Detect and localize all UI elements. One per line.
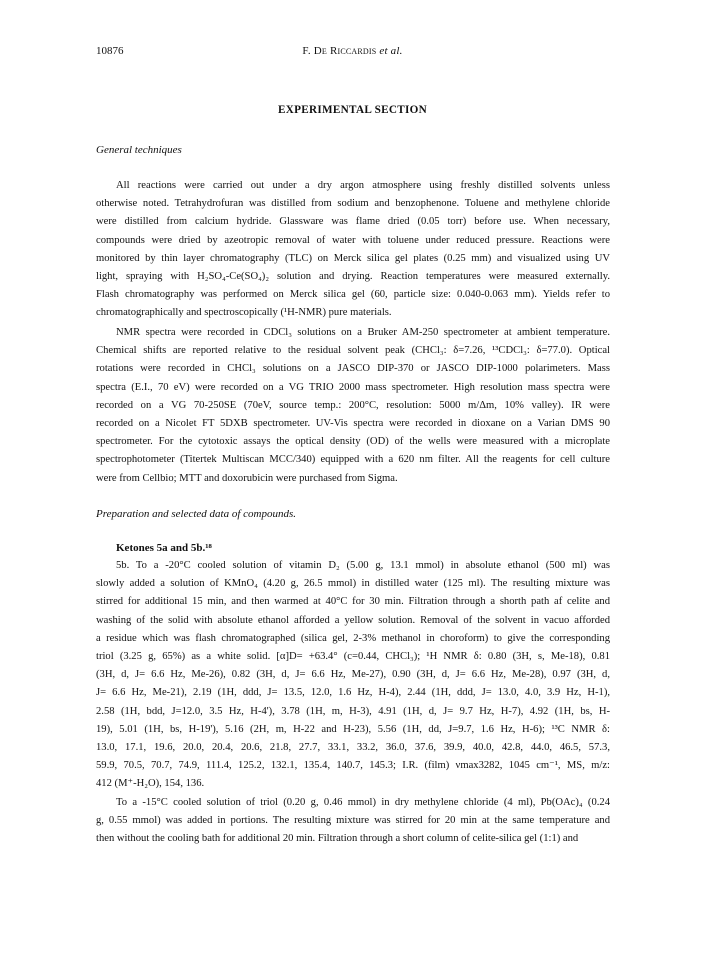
- paragraph-general-techniques: [96, 177, 610, 323]
- paragraph-instrumentation: [96, 324, 610, 488]
- text-line: triol (3.25 g, 65%) as a white solid. [α]D= +63.4° (c=0.44, CHCl₃); ¹H NMR δ: 0.80 (3H, s, Me-18), 0.81: [96, 651, 610, 663]
- text-line: spectra (E.I., 70 eV) were recorded on a VG TRIO 2000 mass spectrometer. High resolution mass spectra were: [96, 381, 610, 393]
- text-line: spectrophotometer (Titertek Multiscan MCC/340) equipped with a 620 nm filter. All the reagents for cell culture: [96, 454, 610, 466]
- text-line: washing of the solid with absolute ethanol afforded a yellow solution. Removal of the solvent in vacuo afforded: [96, 614, 610, 626]
- text-line: a residue which was flash chromatographed (silica gel, 2-3% methanol in choroform) to give the corresponding: [96, 632, 610, 644]
- text-line: J= 6.6 Hz, Me-21), 2.19 (1H, ddd, J= 13.5, 12.0, 1.6 Hz, H-4), 2.44 (1H, ddd, J= 13.0, 4.0, 3.9 Hz, H-1),: [96, 687, 610, 699]
- text-line: g, 0.55 mmol) was added in portions. The resulting mixture was stirred for 20 min at the same temperature and: [96, 815, 610, 827]
- text-line: were distilled from calcium hydride. Glassware was flame dried (0.05 torr) before use. When necessary,: [96, 216, 610, 228]
- text-line: recorded on a VG 70-250SE (70eV, source temp.: 200°C, resolution: 5000 m/Δm, 10% valley). IR were: [96, 399, 610, 411]
- text-line: rotations were recorded in CHCl₃ solutions on a JASCO DIP-370 or JASCO DIP-1000 polarimeters. Mass: [96, 363, 610, 375]
- subhead-general: General techniques: [96, 144, 182, 156]
- running-author: F. De Riccardis: [302, 45, 377, 57]
- text-line: were from Cellbio; MTT and doxorubicin were purchased from Sigma.: [96, 472, 398, 484]
- text-line: Chemical shifts are reported relative to the residual solvent peak (CHCl₃: δ=7.26, ¹³CDCl₃: δ=77.0). Optical: [96, 345, 610, 357]
- text-line: 13.0, 17.1, 19.6, 20.0, 20.4, 20.6, 21.8, 27.7, 33.1, 33.2, 36.0, 37.6, 39.9, 40.0, 42.8, 44.0, 46.5, 57.3,: [96, 742, 610, 754]
- text-line: compounds were dried by azeotropic removal of water with toluene under reduced pressure. Reactions were: [96, 234, 610, 246]
- text-line: (3H, d, J= 6.6 Hz, Me-26), 0.82 (3H, d, J= 6.6 Hz, Me-27), 0.90 (3H, d, J= 6.6 Hz, Me-28), 0.97 (3H, d,: [96, 669, 610, 681]
- text-line: NMR spectra were recorded in CDCl₃ solutions on a Bruker AM-250 spectrometer at ambient temperature.: [116, 327, 610, 338]
- text-line: slowly added a solution of KMnO₄ (4.20 g, 26.5 mmol) in distilled water (125 ml). The resulting mixture was: [96, 578, 610, 590]
- subhead-preparation: Preparation and selected data of compounds.: [96, 508, 297, 520]
- page-number: 10876: [96, 45, 124, 57]
- text-line: 2.58 (1H, bdd, J=12.0, 3.5 Hz, H-4'), 3.78 (1H, m, H-3), 4.91 (1H, d, J= 9.7 Hz, H-7), 4.92 (1H, bs, H-: [96, 705, 610, 717]
- text-line: Flash chromatography was performed on Merck silica gel (60, particle size: 0.040-0.063 mm). Yields refer to: [96, 289, 610, 301]
- text-line: then without the cooling bath for additional 20 min. Filtration through a short column of celite-silica gel (1:1) and: [96, 833, 579, 845]
- paragraph-ketone-5b: [96, 557, 610, 794]
- text-line: 5b. To a -20°C cooled solution of vitamin D₂ (5.00 g, 13.1 mmol) in absolute ethanol (500 ml) was: [116, 560, 610, 571]
- text-line: All reactions were carried out under a dry argon atmosphere using freshly distilled solvents unless: [116, 180, 610, 191]
- text-line: monitored by thin layer chromatography (TLC) on Merck silica gel plates (0.25 mm) and visualized using UV: [96, 252, 610, 264]
- text-line: stirred for additional 15 min, and then warmed at 40°C for 30 min. Filtration through a shorth path af celite and: [96, 596, 610, 608]
- page-header: [96, 45, 609, 61]
- text-line: 59.9, 70.5, 70.7, 74.9, 111.4, 125.2, 132.1, 135.4, 140.7, 145.3; I.R. (film) νmax3282, 1045 cm⁻¹, MS, m/z:: [96, 760, 610, 772]
- ketones-heading: Ketones 5a and 5b.¹⁸: [116, 542, 212, 554]
- section-title: EXPERIMENTAL SECTION: [277, 104, 428, 116]
- running-head: [96, 45, 609, 57]
- text-line: otherwise noted. Tetrahydrofuran was distilled from sodium and benzophenone. Toluene and methylene chloride: [96, 198, 610, 210]
- text-line: light, spraying with H₂SO₄-Ce(SO₄)₂ solution and drying. Reaction temperatures were measured externally.: [96, 271, 610, 283]
- running-etal: et al.: [379, 45, 403, 57]
- text-line: chromatographically and spectroscopically (¹H-NMR) pure materials.: [96, 307, 392, 319]
- text-line: To a -15°C cooled solution of triol (0.20 g, 0.46 mmol) in dry methylene chloride (4 ml), Pb(OAc)₄ (0.24: [116, 797, 610, 808]
- text-line: 19), 5.01 (1H, bs, H-19'), 5.16 (2H, m, H-22 and H-23), 5.56 (1H, dd, J=9.7, 1.6 Hz, H-6); ¹³C NMR δ:: [96, 723, 610, 735]
- text-line: spectrometer. For the cytotoxic assays the optical density (OD) of the wells were measured with a microplate: [96, 436, 610, 448]
- text-line: recorded on a Nicolet FT 5DXB spectrometer. UV-Vis spectra were recorded in dioxane on a Varian DMS 90: [96, 418, 610, 430]
- paragraph-triol-cleavage: [96, 794, 610, 849]
- text-line: 412 (M⁺-H₂O), 154, 136.: [96, 778, 205, 790]
